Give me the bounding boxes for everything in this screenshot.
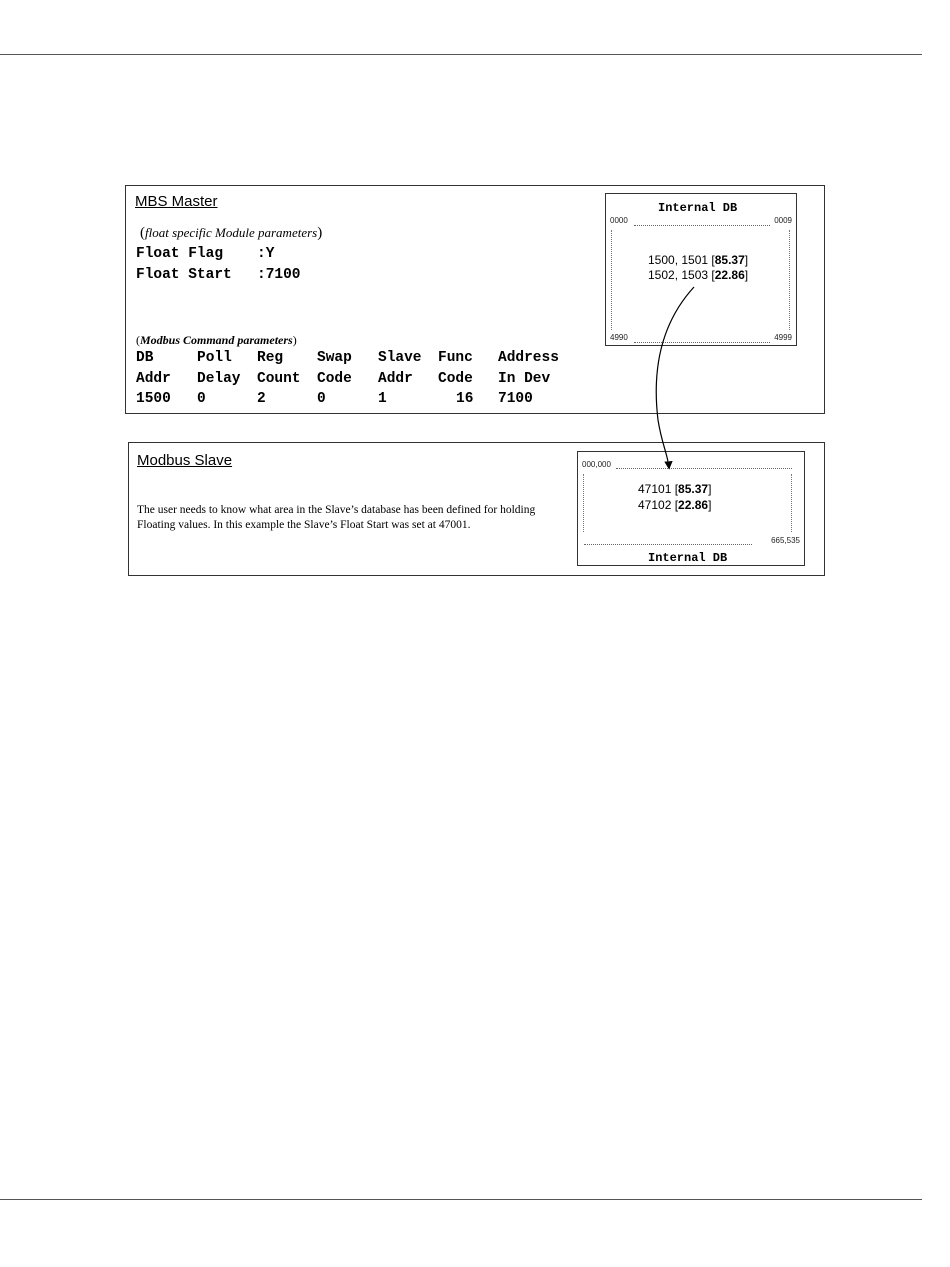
command-note-text: Modbus Command parameters xyxy=(140,333,293,347)
master-db-bottom-dots xyxy=(634,342,770,343)
col-swap-head: Swap xyxy=(317,350,352,366)
master-value-22: 22.86 xyxy=(714,268,745,282)
col-slave-addr-sub: Addr xyxy=(378,370,413,387)
float-start-param xyxy=(136,267,301,283)
col-code-sub: Code xyxy=(317,370,352,387)
col-address-head: Address xyxy=(498,350,559,366)
slave-db-bottom-right: 665,535 xyxy=(771,536,800,545)
slave-db-right-dots xyxy=(791,474,792,532)
slave-title: Modbus Slave xyxy=(137,452,233,469)
master-db-top-left: 0000 xyxy=(610,216,628,225)
col-poll-head: Poll xyxy=(197,350,232,366)
col-func-code-sub: Code xyxy=(438,370,473,387)
swap-code-value: 0 xyxy=(317,391,326,407)
col-addr-sub: Addr xyxy=(136,370,171,387)
slave-db-top-dots xyxy=(616,468,792,469)
float-note-text: float specific Module parameters xyxy=(145,225,318,240)
col-db-head: DB xyxy=(136,350,154,366)
db-addr-value: 1500 xyxy=(136,391,171,407)
master-db-bottom-right: 4999 xyxy=(774,333,792,342)
command-params-note: (Modbus Command parameters) xyxy=(136,333,297,347)
col-slave-head: Slave xyxy=(378,350,422,366)
address-in-dev-value: 7100 xyxy=(498,391,533,407)
slave-internal-db xyxy=(577,451,805,566)
master-db-row-1: 1500, 1501 [85.37] xyxy=(648,253,749,267)
func-code-value: 16 xyxy=(456,391,474,407)
col-in-dev-sub: In Dev xyxy=(498,370,551,387)
poll-delay-value: 0 xyxy=(197,391,206,407)
master-db-row-2: 1502, 1503 [22.86] xyxy=(648,268,749,282)
col-func-head: Func xyxy=(438,350,473,366)
slave-db-top-left: 000,000 xyxy=(582,460,611,469)
master-title: MBS Master xyxy=(135,193,218,210)
col-reg-head: Reg xyxy=(257,350,284,366)
slave-description: The user needs to know what area in the Slave’s database has been defined for holding Floating values. In this example the Slave’s Float Start was set at 47001. xyxy=(137,504,536,531)
footer-rule xyxy=(0,1199,922,1200)
slave-addr-value: 1 xyxy=(378,391,387,407)
master-internal-db xyxy=(605,193,797,346)
slave-value-85: 85.37 xyxy=(678,482,709,496)
master-db-left-dots xyxy=(611,230,612,330)
col-count-sub: Count xyxy=(257,370,301,387)
reg-count-value: 2 xyxy=(257,391,266,407)
float-start-label: Float Start xyxy=(136,267,232,283)
slave-value-22: 22.86 xyxy=(678,498,709,512)
master-value-85: 85.37 xyxy=(714,253,745,267)
master-db-top-right: 0009 xyxy=(774,216,792,225)
float-flag-label: Float Flag xyxy=(136,246,224,262)
float-flag-param xyxy=(136,246,274,262)
header-rule xyxy=(0,54,922,55)
mbs-master-panel xyxy=(125,185,825,414)
float-start-value: :7100 xyxy=(257,267,301,283)
slave-db-title: Internal DB xyxy=(648,551,728,565)
col-delay-sub: Delay xyxy=(197,370,241,387)
slave-db-bottom-dots xyxy=(584,544,752,545)
master-db-bottom-left: 4990 xyxy=(610,333,628,342)
float-flag-value: :Y xyxy=(257,246,275,262)
slave-db-left-dots xyxy=(583,474,584,532)
float-params-note: (float specific Module parameters) xyxy=(140,225,323,241)
master-db-title: Internal DB xyxy=(658,201,738,215)
modbus-slave-panel xyxy=(128,442,825,576)
master-db-right-dots xyxy=(789,230,790,330)
master-db-top-dots xyxy=(634,225,770,226)
slave-db-row-2: 47102 [22.86] xyxy=(638,498,712,512)
slave-db-row-1: 47101 [85.37] xyxy=(638,482,712,496)
